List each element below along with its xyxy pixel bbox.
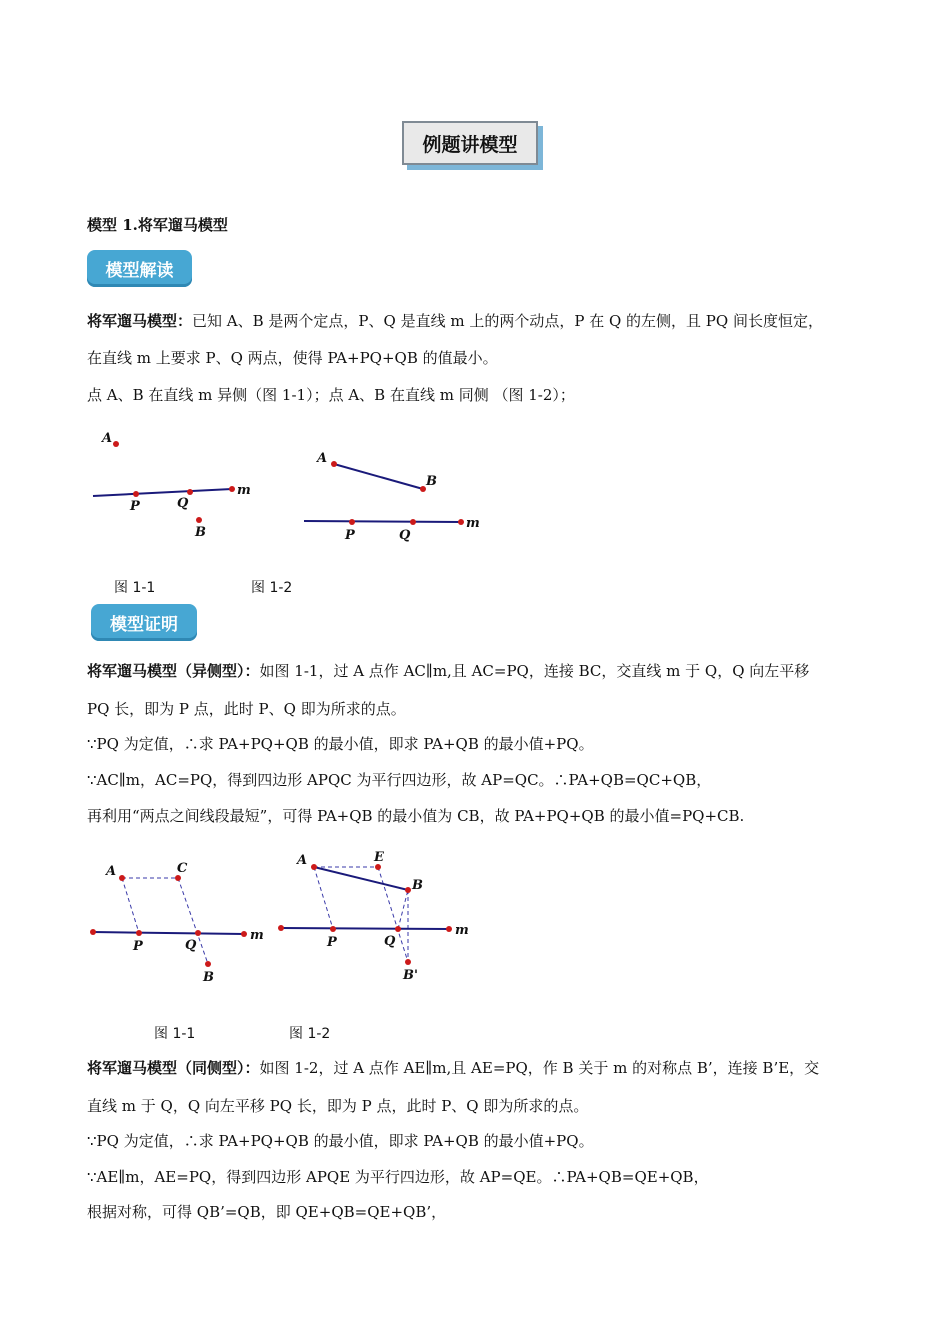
intro-label: 将军遛马模型： [87, 312, 193, 330]
figure-mid-left [85, 855, 270, 990]
segment-ab [314, 867, 408, 890]
label-a: A [297, 853, 308, 868]
label-p: P [133, 939, 143, 954]
point-b [205, 961, 211, 967]
point-a [311, 864, 317, 870]
point-a [331, 461, 337, 467]
point-line-start [278, 925, 284, 931]
badge-model-read: 模型解读 [87, 250, 192, 287]
point-m [458, 519, 464, 525]
line-m [281, 928, 449, 929]
label-a: A [102, 431, 113, 446]
line-m [93, 489, 232, 496]
figure-mid-right [275, 845, 475, 990]
caption-top-2: 图 1-2 [251, 580, 293, 596]
caption-top-1: 图 1-1 [114, 580, 156, 596]
point-a [113, 441, 119, 447]
intro-line-3: 点 A、B 在直线 m 异侧（图 1-1）；点 A、B 在直线 m 同侧 （图 1-2）； [87, 386, 575, 404]
label-m: m [237, 483, 251, 498]
label-b: B [203, 970, 214, 985]
point-b-prime [405, 959, 411, 965]
proof1-text-1: 如图 1-1，过 A 点作 AC∥m,且 AC=PQ，连接 BC，交直线 m 于 Q，Q 向左平移 [259, 662, 810, 680]
proof2-text-1: 如图 1-2，过 A 点作 AE∥m,且 AE=PQ，作 B 关于 m 的对称点 B’，连接 B’E，交 [259, 1059, 820, 1077]
label-p: P [327, 935, 337, 950]
label-q: Q [177, 496, 189, 511]
intro-line-1 [87, 310, 823, 332]
proof1-label: 将军遛马模型（异侧型）： [87, 662, 260, 680]
page-title: 例题讲模型 [402, 121, 538, 165]
proof2-line-5: 根据对称，可得 QB’=QB，即 QE+QB=QE+QB’， [87, 1203, 447, 1221]
figure-top-left [85, 425, 260, 545]
proof2-label: 将军遛马模型（同侧型）： [87, 1059, 260, 1077]
point-p [349, 519, 355, 525]
intro-text-1: 已知 A、B 是两个定点，P、Q 是直线 m 上的两个动点，P 在 Q 的左侧，且 PQ 间长度恒定， [192, 312, 823, 330]
label-a: A [106, 864, 117, 879]
point-q [195, 930, 201, 936]
segment-ab [334, 464, 423, 489]
point-p [133, 491, 139, 497]
label-b: B [426, 474, 437, 489]
label-q: Q [384, 934, 396, 949]
point-b [196, 517, 202, 523]
label-e: E [374, 850, 384, 865]
label-b-prime: B' [403, 968, 418, 983]
label-c: C [177, 861, 188, 876]
proof2-line-1 [87, 1057, 819, 1079]
proof2-line-4: ∵AE∥m，AE=PQ，得到四边形 APQE 为平行四边形，故 AP=QE。∴PA+QB=QE+QB， [87, 1168, 709, 1186]
point-m [241, 931, 247, 937]
proof1-line-3: ∵PQ 为定值，∴求 PA+PQ+QB 的最小值，即求 PA+QB 的最小值+PQ。 [87, 735, 594, 753]
point-m [229, 486, 235, 492]
segment-ap [122, 878, 139, 933]
point-line-start [90, 929, 96, 935]
point-m [446, 926, 452, 932]
label-b: B [412, 878, 423, 893]
label-m: m [455, 923, 469, 938]
caption-mid-1: 图 1-1 [154, 1026, 196, 1042]
proof1-line-1 [87, 660, 809, 682]
badge-model-proof: 模型证明 [91, 604, 197, 641]
segment-ap [314, 867, 333, 929]
proof1-line-5: 再利用“两点之间线段最短”，可得 PA+QB 的最小值为 CB，故 PA+PQ+QB 的最小值=PQ+CB. [87, 807, 745, 825]
point-p [136, 930, 142, 936]
intro-line-2: 在直线 m 上要求 P、Q 两点，使得 PA+PQ+QB 的值最小。 [87, 349, 498, 367]
point-q [395, 926, 401, 932]
label-m: m [466, 516, 480, 531]
proof1-line-4: ∵AC∥m，AC=PQ，得到四边形 APQC 为平行四边形，故 AP=QC。∴PA+QB=QC+QB， [87, 771, 712, 789]
label-q: Q [185, 938, 197, 953]
proof1-line-2: PQ 长，即为 P 点，此时 P、Q 即为所求的点。 [87, 700, 406, 718]
label-a: A [317, 451, 328, 466]
point-q [410, 519, 416, 525]
line-m [93, 932, 244, 934]
model-heading: 模型 1.将军遛马模型 [87, 216, 228, 234]
segment-qb [398, 890, 408, 929]
caption-mid-2: 图 1-2 [289, 1026, 331, 1042]
point-p [330, 926, 336, 932]
proof2-line-3: ∵PQ 为定值，∴求 PA+PQ+QB 的最小值，即求 PA+QB 的最小值+PQ。 [87, 1132, 594, 1150]
label-p: P [345, 528, 355, 543]
figure-top-right [298, 440, 493, 545]
point-q [187, 489, 193, 495]
label-q: Q [399, 528, 411, 543]
label-b: B [195, 525, 206, 540]
proof2-line-2: 直线 m 于 Q，Q 向左平移 PQ 长，即为 P 点，此时 P、Q 即为所求的点。 [87, 1097, 589, 1115]
point-a [119, 875, 125, 881]
label-m: m [250, 928, 264, 943]
line-m [304, 521, 461, 522]
point-b [405, 887, 411, 893]
label-p: P [130, 499, 140, 514]
